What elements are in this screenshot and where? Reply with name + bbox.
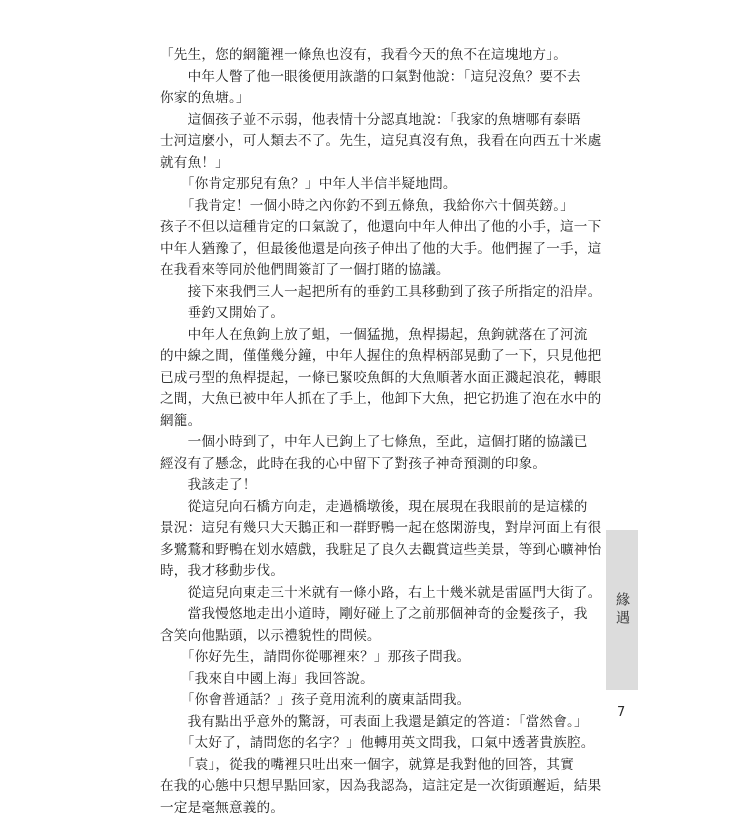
text-line: 一定是毫無意義的。 xyxy=(160,798,590,819)
chapter-side-tab xyxy=(606,530,638,690)
text-line: 你家的魚塘。」 xyxy=(160,88,590,110)
text-line: 在我的心態中只想早點回家，因為我認為，這註定是一次街頭邂逅，結果 xyxy=(160,776,590,798)
chapter-title: 緣遇 xyxy=(612,592,632,690)
text-line: 在我看來等同於他們間簽訂了一個打賭的協議。 xyxy=(160,260,590,282)
text-line: 我該走了！ xyxy=(160,475,590,497)
text-line: 的中線之間，僅僅幾分鐘，中年人握住的魚桿柄部晃動了一下，只見他把 xyxy=(160,346,590,368)
text-line: 就有魚！」 xyxy=(160,153,590,175)
text-line: 含笑向他點頭，以示禮貌性的問候。 xyxy=(160,626,590,648)
text-line: 時，我才移動步伐。 xyxy=(160,561,590,583)
text-line: 「我肯定！一個小時之內你釣不到五條魚，我給你六十個英鎊。」 xyxy=(160,196,590,218)
text-line: 垂釣又開始了。 xyxy=(160,303,590,325)
text-line: 「太好了，請問您的名字？」他轉用英文問我，口氣中透著貴族腔。 xyxy=(160,733,590,755)
text-line: 「我來自中國上海」我回答說。 xyxy=(160,669,590,691)
text-line: 接下來我們三人一起把所有的垂釣工具移動到了孩子所指定的沿岸。 xyxy=(160,282,590,304)
text-line: 從這兒向東走三十米就有一條小路，右上十幾米就是雷區門大街了。 xyxy=(160,583,590,605)
text-line: 從這兒向石橋方向走，走過橋墩後，現在展現在我眼前的是這樣的 xyxy=(160,497,590,519)
text-line: 孩子不但以這種肯定的口氣說了，他還向中年人伸出了他的小手，這一下 xyxy=(160,217,590,239)
body-text xyxy=(160,45,590,819)
text-line: 「先生，您的網籠裡一條魚也沒有，我看今天的魚不在這塊地方」。 xyxy=(160,45,590,67)
text-line: 經沒有了懸念，此時在我的心中留下了對孩子神奇預測的印象。 xyxy=(160,454,590,476)
page-number: 7 xyxy=(617,705,625,720)
text-line: 「你會普通話？」孩子竟用流利的廣東話問我。 xyxy=(160,690,590,712)
text-line: 我有點出乎意外的驚訝，可表面上我還是鎮定的答道：「當然會。」 xyxy=(160,712,590,734)
text-line: 一個小時到了，中年人已鉤上了七條魚，至此，這個打賭的協議已 xyxy=(160,432,590,454)
text-line: 士河這麼小，可人類去不了。先生，這兒真沒有魚，我看在向西五十米處 xyxy=(160,131,590,153)
text-line: 景況：這兒有幾只大天鵝正和一群野鴨一起在悠閑游曳，對岸河面上有很 xyxy=(160,518,590,540)
text-line: 之間，大魚已被中年人抓在了手上，他卸下大魚，把它扔進了泡在水中的 xyxy=(160,389,590,411)
text-line: 「你肯定那兒有魚？」中年人半信半疑地問。 xyxy=(160,174,590,196)
text-line: 已成弓型的魚桿提起，一條已緊咬魚餌的大魚順著水面正濺起浪花，轉眼 xyxy=(160,368,590,390)
text-line: 當我慢悠地走出小道時，剛好碰上了之前那個神奇的金髮孩子，我 xyxy=(160,604,590,626)
text-line: 中年人在魚鉤上放了蛆，一個猛拋，魚桿揚起，魚鉤就落在了河流 xyxy=(160,325,590,347)
text-line: 網籠。 xyxy=(160,411,590,433)
text-line: 多鷺鶩和野鴨在划水嬉戲，我駐足了良久去觀賞這些美景，等到心曠神怡 xyxy=(160,540,590,562)
text-line: 「袁」，從我的嘴裡只吐出來一個字，就算是我對他的回答，其實 xyxy=(160,755,590,777)
text-line: 中年人瞥了他一眼後便用詼諧的口氣對他說：「這兒沒魚？要不去 xyxy=(160,67,590,89)
text-line: 中年人猶豫了，但最後他還是向孩子伸出了他的大手。他們握了一手，這 xyxy=(160,239,590,261)
text-line: 這個孩子並不示弱，他表情十分認真地說：「我家的魚塘哪有泰晤 xyxy=(160,110,590,132)
text-line: 「你好先生，請問你從哪裡來？」那孩子問我。 xyxy=(160,647,590,669)
